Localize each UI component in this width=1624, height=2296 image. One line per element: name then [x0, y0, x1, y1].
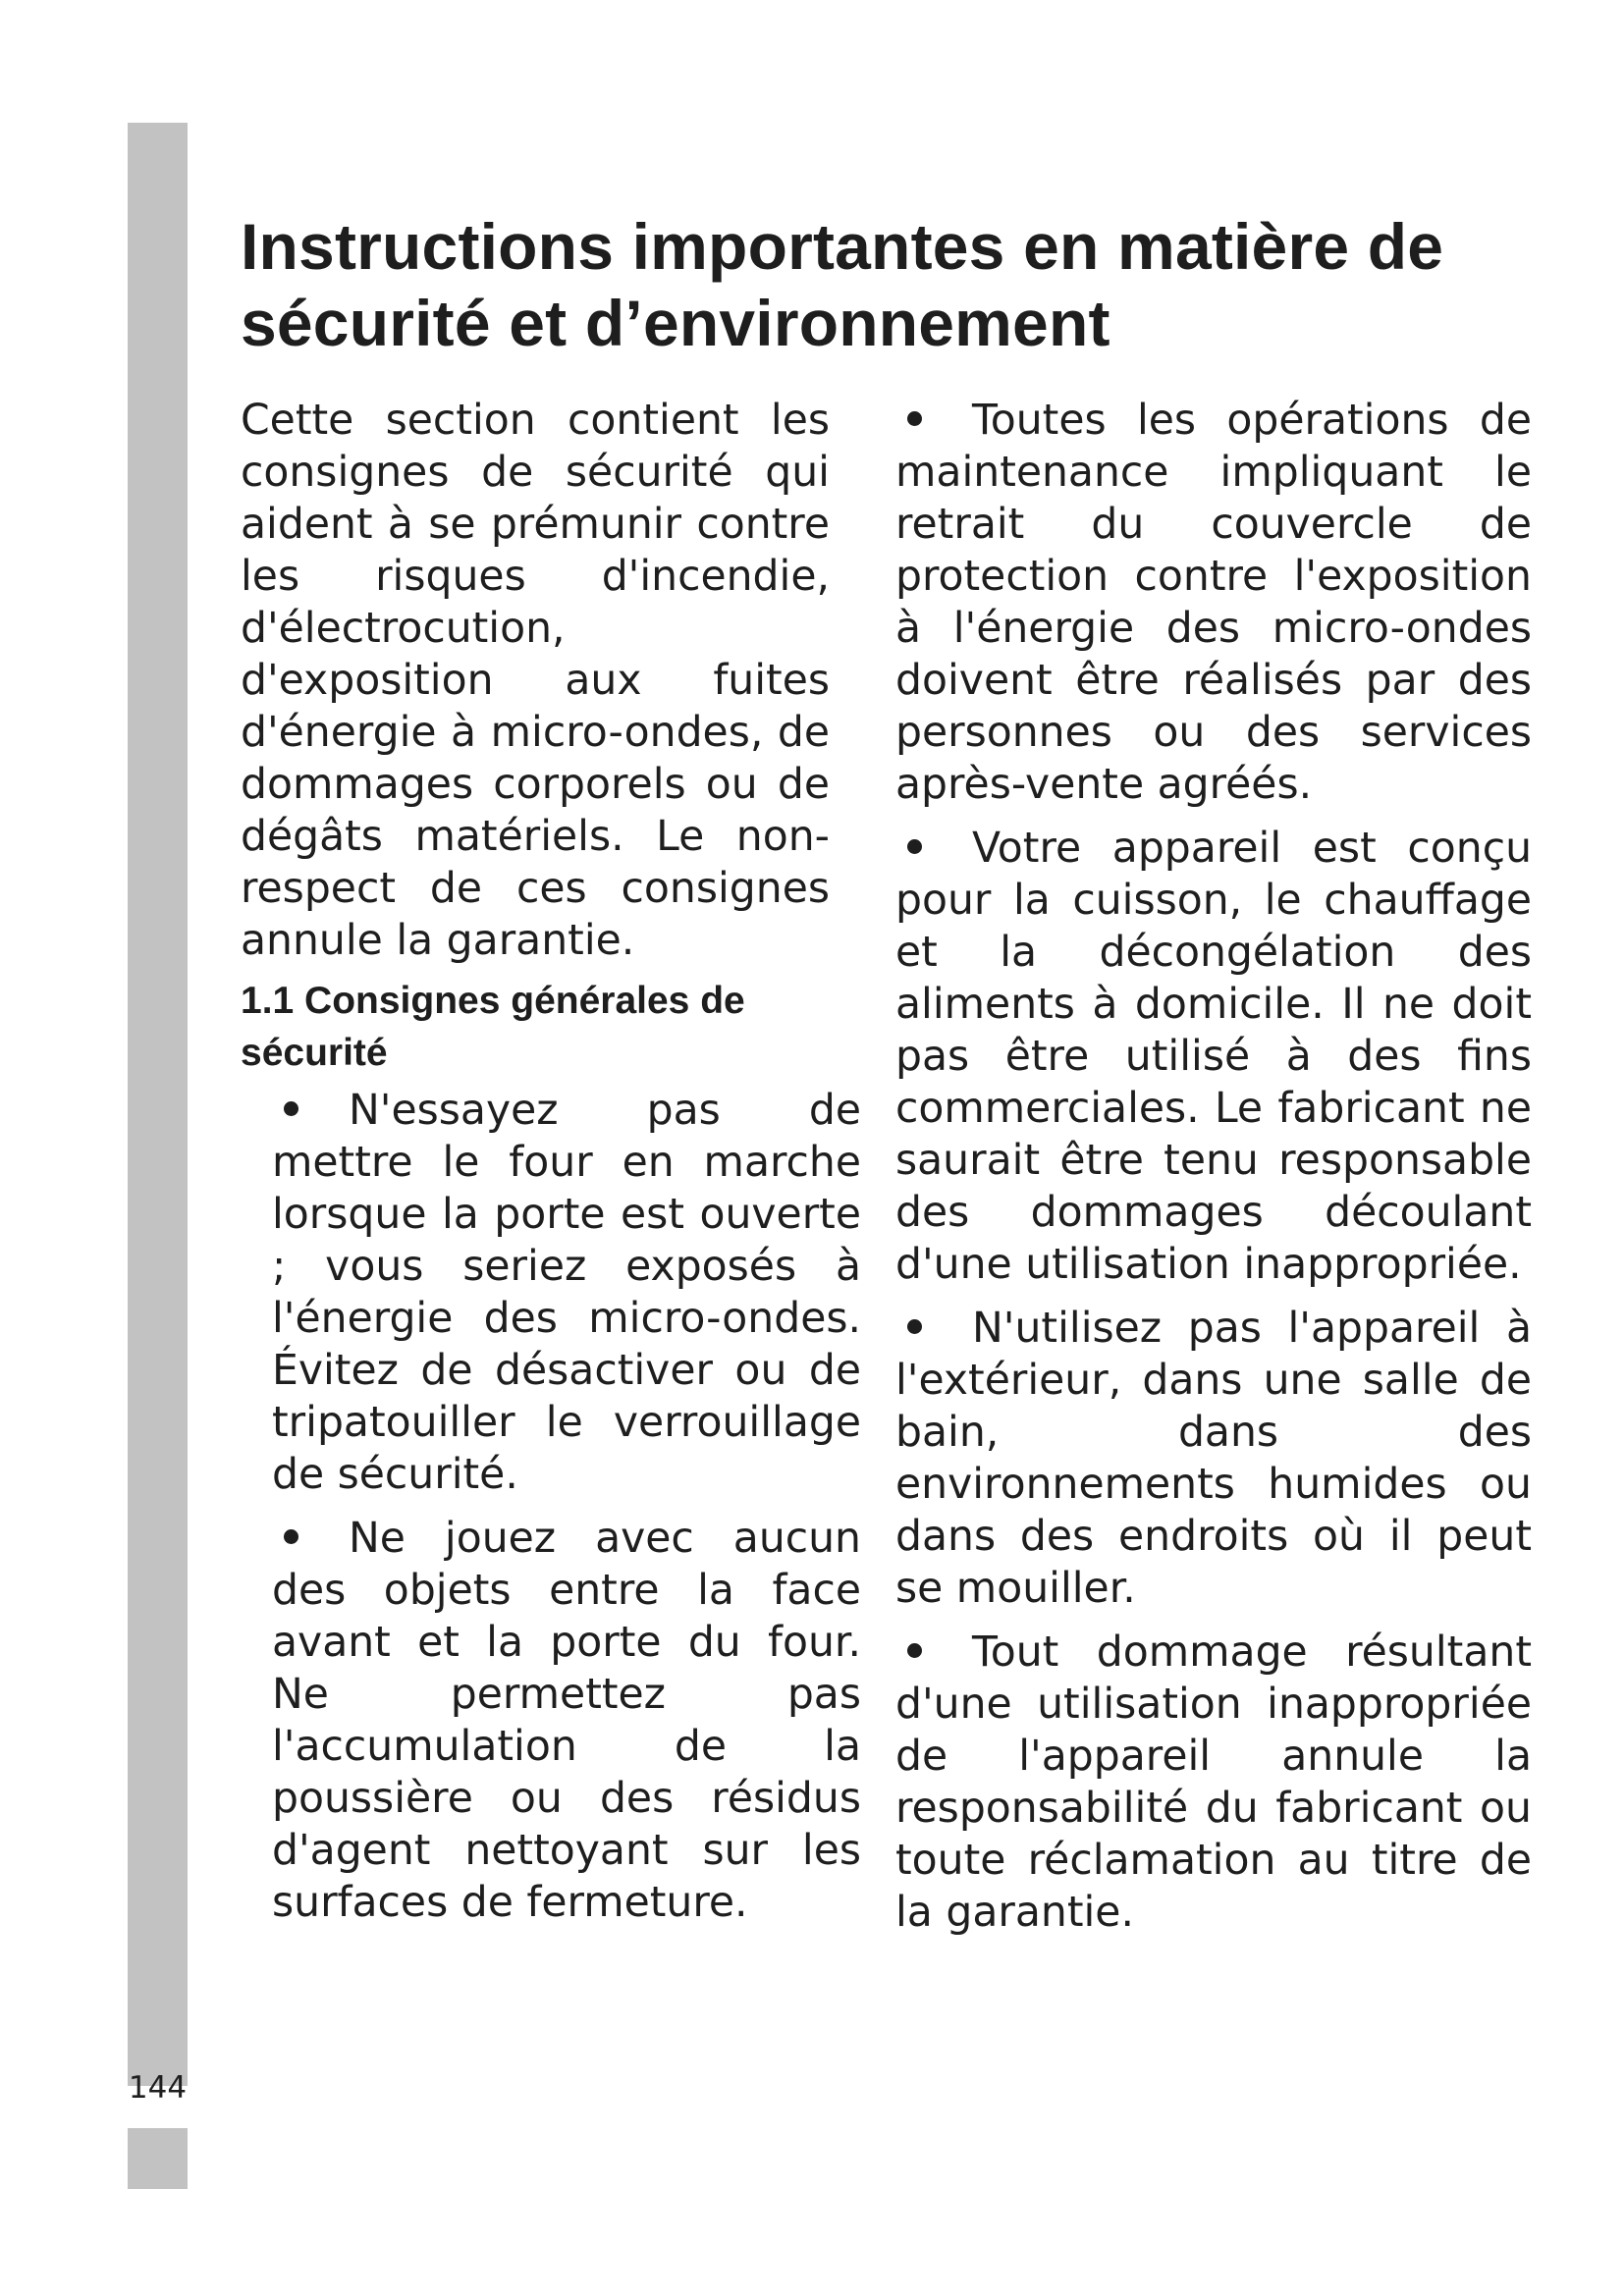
bullet-icon — [272, 1085, 349, 1137]
side-bar-decoration — [128, 123, 188, 2086]
bullet-icon — [895, 395, 972, 447]
right-column — [895, 395, 1532, 1950]
bullet-icon — [272, 1513, 349, 1565]
list-item-text: N'utilisez pas l'appareil à l'extérieur, dans une salle de bain, dans des environnements humides ou dans des endroits où il peut se mouiller. — [895, 1305, 1532, 1613]
list-item-text: Toutes les opérations de maintenance impliquant le retrait du couvercle de protection contre l'exposition à l'énergie des micro-ondes doivent être réalisés par des personnes ou des services après-vente agréés. — [895, 397, 1532, 809]
page-title-line-1: Instructions importantes en matière de — [241, 210, 1444, 283]
page-title-line-2: sécurité et d’environnement — [241, 287, 1110, 359]
intro-paragraph: Cette section contient les consignes de sécurité qui aident à se prémunir contre les risques d'incendie, d'électrocution, d'exposition aux fuites d'énergie à micro-ondes, de dommages corporels ou de dégâts matériels. Le non-respect de ces consignes annule la garantie. — [241, 397, 830, 965]
list-item — [895, 1627, 1532, 1939]
list-item-text: Tout dommage résultant d'une utilisation inappropriée de l'appareil annule la responsabilité du fabricant ou toute réclamation au titre de la garantie. — [895, 1629, 1532, 1937]
bullet-icon — [895, 1627, 972, 1679]
side-bar-tab — [128, 2128, 188, 2189]
left-column — [241, 395, 861, 1941]
list-item — [895, 823, 1532, 1291]
list-item — [895, 395, 1532, 811]
list-item-text: Ne jouez avec aucun des objets entre la face avant et la porte du four. Ne permettez pas l'accumulation de la poussière ou des résidus d'agent nettoyant sur les surfaces de fermeture. — [272, 1515, 861, 1927]
list-item-text: N'essayez pas de mettre le four en marche lorsque la porte est ouverte ; vous seriez exposés à l'énergie des micro-ondes. Évitez de désactiver ou de tripatouiller le verrouillage de sécurité. — [272, 1087, 861, 1499]
list-item — [272, 1085, 861, 1501]
list-item-text: Votre appareil est conçu pour la cuisson, le chauffage et la décongélation des aliments à domicile. Il ne doit pas être utilisé à des fins commerciales. Le fabricant ne saurait être tenu responsable des dommages découlant d'une utilisation inappropriée. — [895, 825, 1532, 1289]
page-number: 144 — [128, 2070, 188, 2106]
bullet-icon — [895, 1303, 972, 1355]
bullet-icon — [895, 823, 972, 875]
page-title — [241, 208, 1478, 361]
list-item — [272, 1513, 861, 1929]
section-heading: 1.1 Consignes générales de sécurité — [241, 980, 745, 1074]
list-item — [895, 1303, 1532, 1615]
